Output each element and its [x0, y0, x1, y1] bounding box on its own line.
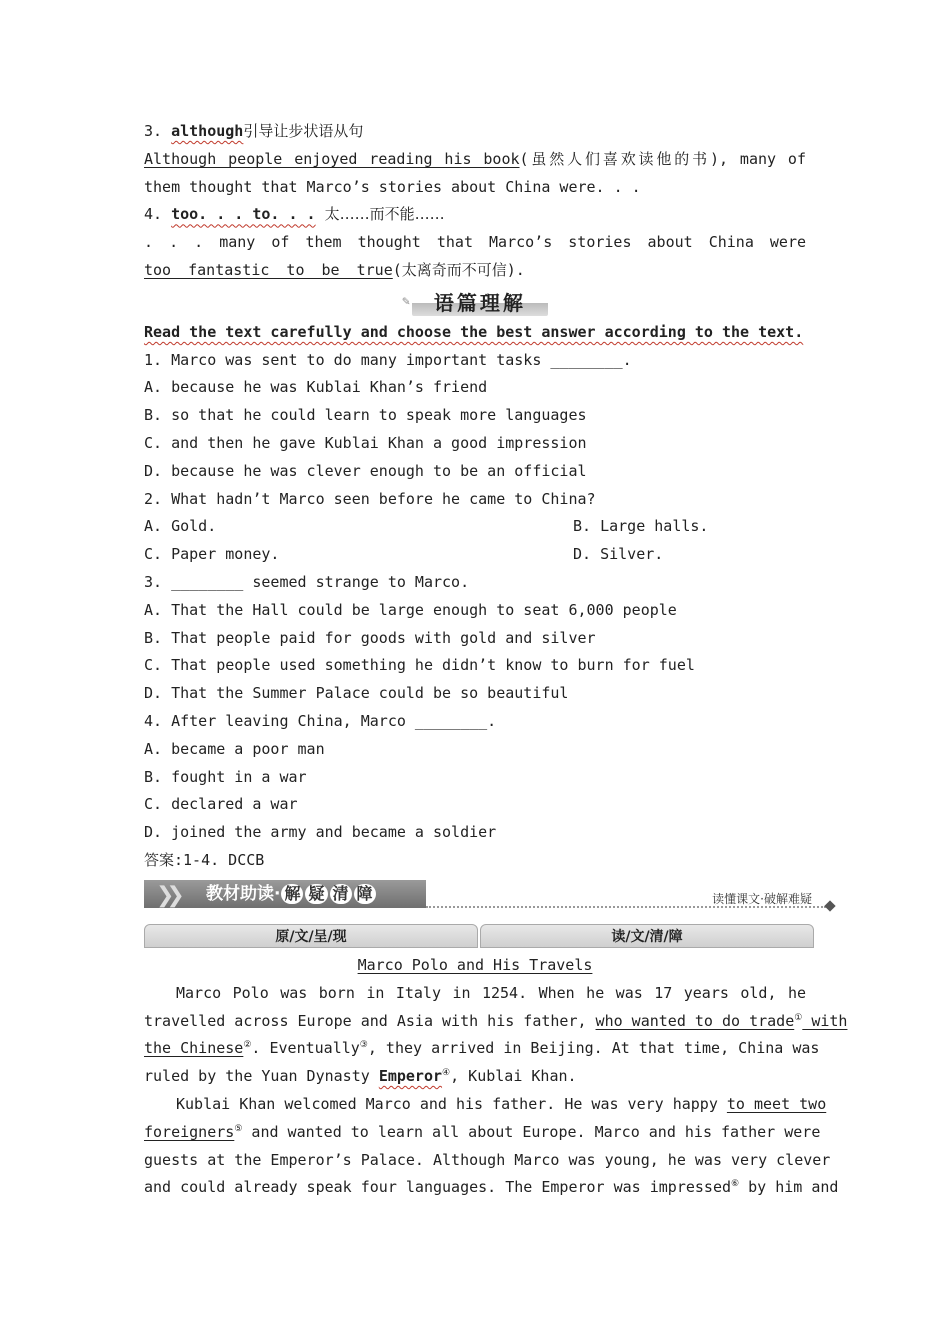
- passage-title: Marco Polo and His Travels: [357, 956, 593, 974]
- note-item-3-example: Although people enjoyed reading his book(虽然人们喜欢读他的书), many of: [144, 149, 806, 168]
- option-4a: A. became a poor man: [144, 739, 325, 758]
- option-2a: A. Gold.: [144, 517, 217, 536]
- keyword-too-to: too. . . to. . .: [171, 205, 316, 224]
- question-1: 1. Marco was sent to do many important tasks ________.: [144, 350, 632, 369]
- section-title-text: 语篇理解: [412, 287, 548, 316]
- note-item-3: 3. although引导让步状语从句: [144, 122, 364, 140]
- note-item-4-example: . . . many of them thought that Marco’s stories about China were: [144, 233, 806, 252]
- reading-aid-banner: [144, 880, 834, 912]
- exercise-page: [144, 118, 806, 875]
- option-4d: D. joined the army and became a soldier: [144, 823, 497, 842]
- option-2c: C. Paper money.: [144, 545, 280, 564]
- option-1a: A. because he was Kublai Khan’s friend: [144, 378, 488, 397]
- note-item-4-example-cont: too fantastic to be true(太离奇而不可信).: [144, 260, 525, 279]
- option-3b: B. That people paid for goods with gold and silver: [144, 628, 596, 647]
- passage-p2-l3: guests at the Emperor’s Palace. Although Marco was young, he was very clever: [144, 1150, 831, 1169]
- note-item-3-example-cont: them thought that Marco’s stories about China were. . .: [144, 177, 641, 196]
- passage-p1-l4: ruled by the Yuan Dynasty Emperor④, Kublai Khan.: [144, 1067, 577, 1086]
- option-4b: B. fought in a war: [144, 767, 307, 786]
- option-4c: C. declared a war: [144, 795, 298, 814]
- option-3a: A. That the Hall could be large enough to seat 6,000 people: [144, 600, 677, 619]
- option-1b: B. so that he could learn to speak more languages: [144, 406, 587, 425]
- passage-p2-l1: Kublai Khan welcomed Marco and his father. He was very happy to meet two: [176, 1094, 827, 1113]
- answer-key: 答案:1-4. DCCB: [144, 850, 265, 869]
- passage-p1-l2: travelled across Europe and Asia with his father, who wanted to do trade① with: [144, 1011, 848, 1030]
- options-2ab: [144, 513, 806, 541]
- tab-reading-notes: 读/文/清/障: [480, 924, 814, 948]
- keyword-although: although: [171, 122, 244, 140]
- passage: [144, 952, 848, 1202]
- banner-subtitle: 读懂课文·破解难疑: [712, 892, 812, 906]
- tab-original-text: 原/文/呈/现: [144, 924, 478, 948]
- options-2cd: [144, 541, 806, 569]
- note-item-4: 4. too. . . to. . . 太……而不能……: [144, 205, 445, 224]
- option-3d: D. That the Summer Palace could be so beautiful: [144, 684, 569, 703]
- pen-icon: ✎: [402, 294, 410, 310]
- passage-p2-l2: foreigners⑤ and wanted to learn all about Europe. Marco and his father were: [144, 1122, 821, 1141]
- passage-p1-l3: the Chinese②. Eventually③, they arrived in Beijing. At that time, China was: [144, 1039, 820, 1058]
- question-2: 2. What hadn’t Marco seen before he came to China?: [144, 489, 596, 508]
- option-3c: C. That people used something he didn’t know to burn for fuel: [144, 656, 695, 675]
- instruction: Read the text carefully and choose the best answer according to the text.: [144, 322, 804, 341]
- section-title: [144, 285, 806, 319]
- option-1c: C. and then he gave Kublai Khan a good impression: [144, 433, 587, 452]
- passage-p1-l1: Marco Polo was born in Italy in 1254. When he was 17 years old, he: [176, 983, 806, 1002]
- banner-title: ❯❯ 教材助读· 解 疑 清 障: [144, 880, 426, 908]
- option-2b: B. Large halls.: [573, 517, 709, 536]
- column-headers: [144, 924, 814, 948]
- option-2d: D. Silver.: [573, 545, 664, 564]
- passage-p2-l4: and could already speak four languages. The Emperor was impressed⑥ by him and: [144, 1178, 839, 1197]
- question-3: 3. ________ seemed strange to Marco.: [144, 572, 470, 591]
- option-1d: D. because he was clever enough to be an official: [144, 461, 587, 480]
- double-chevron-icon: ❯❯: [156, 883, 177, 908]
- question-4: 4. After leaving China, Marco ________.: [144, 711, 497, 730]
- diamond-icon: [824, 900, 835, 911]
